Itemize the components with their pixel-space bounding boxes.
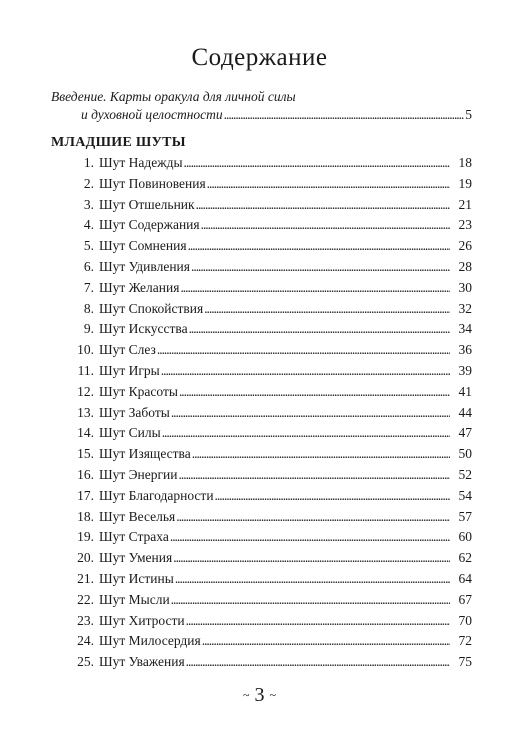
toc-entry	[0, 509, 519, 530]
toc-entry-number: 14.	[77, 425, 94, 441]
toc-entry-title: Шут Силы	[99, 425, 161, 441]
toc-entry	[0, 446, 519, 467]
toc-entry-number: 12.	[77, 383, 94, 399]
toc-entry-title: Шут Желания	[99, 279, 180, 295]
toc-entry-page: 57	[458, 508, 472, 524]
toc-entry-title: Шут Содержания	[99, 217, 200, 233]
dot-leader	[196, 197, 450, 213]
toc-entry-number: 2.	[83, 175, 94, 191]
toc-entry-page: 64	[458, 571, 472, 586]
dot-leader	[175, 571, 450, 587]
toc-entry-title: Шут Слез	[99, 342, 156, 358]
toc-entry-page: 50	[458, 446, 472, 462]
page-title: Содержание	[191, 44, 328, 71]
toc-entry	[0, 550, 519, 571]
toc-entry	[0, 197, 519, 218]
toc-entry-number: 17.	[77, 487, 94, 503]
toc-entry-page: 67	[458, 591, 472, 607]
toc-entry-number: 25.	[77, 654, 94, 670]
toc-entry	[0, 155, 519, 176]
dot-leader	[176, 509, 450, 525]
toc-entry	[0, 654, 519, 675]
toc-entry-number: 5.	[83, 238, 94, 254]
dot-leader	[180, 280, 450, 296]
dot-leader	[184, 155, 450, 171]
toc-entry-number: 7.	[83, 279, 94, 295]
toc-entry	[0, 238, 519, 259]
toc-entry-title: Шут Отшельник	[99, 196, 195, 212]
toc-entry-number: 8.	[83, 300, 94, 316]
folio-number: 3	[254, 684, 265, 706]
toc-entry-title: Шут Красоты	[99, 383, 178, 399]
toc-entry-title: Шут Игры	[99, 363, 160, 378]
toc-entry-number: 9.	[83, 321, 94, 337]
toc-entry	[0, 571, 519, 592]
toc-entry-page: 60	[458, 529, 472, 545]
dot-leader	[171, 592, 450, 608]
toc-entry-number: 10.	[77, 342, 94, 358]
toc-entry-page: 36	[458, 342, 472, 358]
toc-entry-page: 52	[458, 467, 472, 482]
dot-leader	[191, 259, 450, 275]
intro-title-line1: Введение. Карты оракула для личной силы	[51, 89, 296, 104]
toc-entry-page: 41	[458, 383, 472, 399]
toc-entry-title: Шут Мысли	[99, 591, 170, 607]
toc-entry	[0, 301, 519, 322]
toc-entry-page: 72	[458, 633, 472, 649]
toc-entry	[0, 425, 519, 446]
toc-entry-page: 32	[458, 300, 472, 316]
intro-title-line2: и духовной целостности	[81, 107, 223, 122]
page-folio	[0, 684, 519, 707]
toc-entry-page: 28	[458, 259, 472, 274]
dot-leader	[186, 613, 450, 629]
toc-entry-number: 16.	[77, 467, 94, 482]
toc-entry-page: 39	[458, 363, 472, 378]
dot-leader	[207, 176, 450, 192]
toc-entry-number: 22.	[77, 591, 94, 607]
toc-entry-number: 20.	[77, 550, 94, 566]
toc-entry-page: 47	[458, 425, 472, 441]
toc-entry-page: 62	[458, 550, 472, 566]
toc-entry	[0, 217, 519, 238]
section-heading: МЛАДШИЕ ШУТЫ	[51, 135, 186, 150]
dot-leader	[186, 654, 450, 670]
toc-entry-title: Шут Спокойствия	[99, 300, 204, 316]
dot-leader	[201, 217, 450, 233]
intro-title-line2-row	[51, 106, 472, 124]
toc-entry	[0, 176, 519, 197]
toc-entry-number: 15.	[77, 446, 94, 462]
toc-entry-title: Шут Заботы	[99, 404, 170, 420]
dot-leader	[157, 342, 450, 358]
toc-entry-number: 21.	[77, 571, 94, 586]
toc-entry-title: Шут Благодарности	[99, 487, 214, 503]
toc-entry-title: Шут Умения	[99, 550, 173, 566]
toc-entry-page: 30	[458, 279, 472, 295]
dot-leader	[204, 301, 450, 317]
toc-entry	[0, 592, 519, 613]
dot-leader	[189, 321, 450, 337]
toc-entry-title: Шут Искусства	[99, 321, 188, 337]
ornament-right: ~	[269, 688, 276, 702]
toc-entry	[0, 633, 519, 654]
toc-entry-page: 18	[458, 155, 472, 170]
toc-entry-title: Шут Веселья	[99, 508, 176, 524]
toc-entry	[0, 613, 519, 634]
dot-leader	[179, 467, 450, 483]
dot-leader	[192, 446, 450, 462]
dot-leader	[188, 238, 450, 254]
dot-leader	[162, 425, 450, 441]
toc-entry	[0, 488, 519, 509]
dot-leader	[179, 384, 450, 400]
toc-entry-title: Шут Сомнения	[99, 238, 187, 254]
toc-entry-page: 70	[458, 612, 472, 628]
dot-leader	[173, 550, 450, 566]
toc-entry-title: Шут Милосердия	[99, 633, 201, 649]
toc-entry-number: 24.	[77, 633, 94, 649]
toc-entry-title: Шут Изящества	[99, 446, 191, 462]
toc-entry	[0, 321, 519, 342]
toc-entry	[0, 467, 519, 488]
intro-page-number: 5	[465, 107, 472, 122]
toc-entry-page: 23	[458, 217, 472, 233]
toc-entry-page: 54	[458, 487, 472, 503]
toc-entry-number: 11.	[77, 363, 94, 378]
toc-entry-title: Шут Хитрости	[99, 612, 185, 628]
dot-leader	[170, 529, 450, 545]
dot-leader	[215, 488, 450, 504]
toc-entry-page: 44	[458, 404, 472, 420]
toc-entry-number: 23.	[77, 612, 94, 628]
toc-entry	[0, 280, 519, 301]
toc-entry-number: 4.	[83, 217, 94, 233]
toc-entry	[0, 363, 519, 384]
toc-entry-number: 19.	[77, 529, 94, 545]
dot-leader	[224, 106, 465, 124]
dot-leader	[171, 405, 450, 421]
toc-entry-title: Шут Истины	[99, 571, 174, 586]
toc-entry-number: 6.	[83, 259, 94, 274]
ornament-left: ~	[243, 688, 250, 702]
toc-entry-title: Шут Энергии	[99, 467, 178, 482]
toc-entry-number: 1.	[83, 155, 94, 170]
dot-leader	[161, 363, 450, 379]
toc-entry-page: 75	[458, 654, 472, 670]
toc-entry-page: 26	[458, 238, 472, 254]
toc-entry-title: Шут Надежды	[99, 155, 183, 170]
toc-entry-number: 18.	[77, 508, 94, 524]
toc-entry-page: 19	[458, 175, 472, 191]
toc-entry	[0, 342, 519, 363]
toc-entry-title: Шут Удивления	[99, 259, 190, 274]
toc-entry-number: 13.	[77, 404, 94, 420]
dot-leader	[202, 633, 450, 649]
toc-entry-number: 3.	[83, 196, 94, 212]
toc-entry	[0, 529, 519, 550]
toc-entry	[0, 405, 519, 426]
toc-entry	[0, 384, 519, 405]
toc-entry-page: 34	[458, 321, 472, 337]
toc-entry	[0, 259, 519, 280]
toc-entry-title: Шут Повиновения	[99, 175, 206, 191]
toc-entry-page: 21	[458, 196, 472, 212]
toc-entry-title: Шут Уважения	[99, 654, 185, 670]
toc-entry-title: Шут Страха	[99, 529, 169, 545]
